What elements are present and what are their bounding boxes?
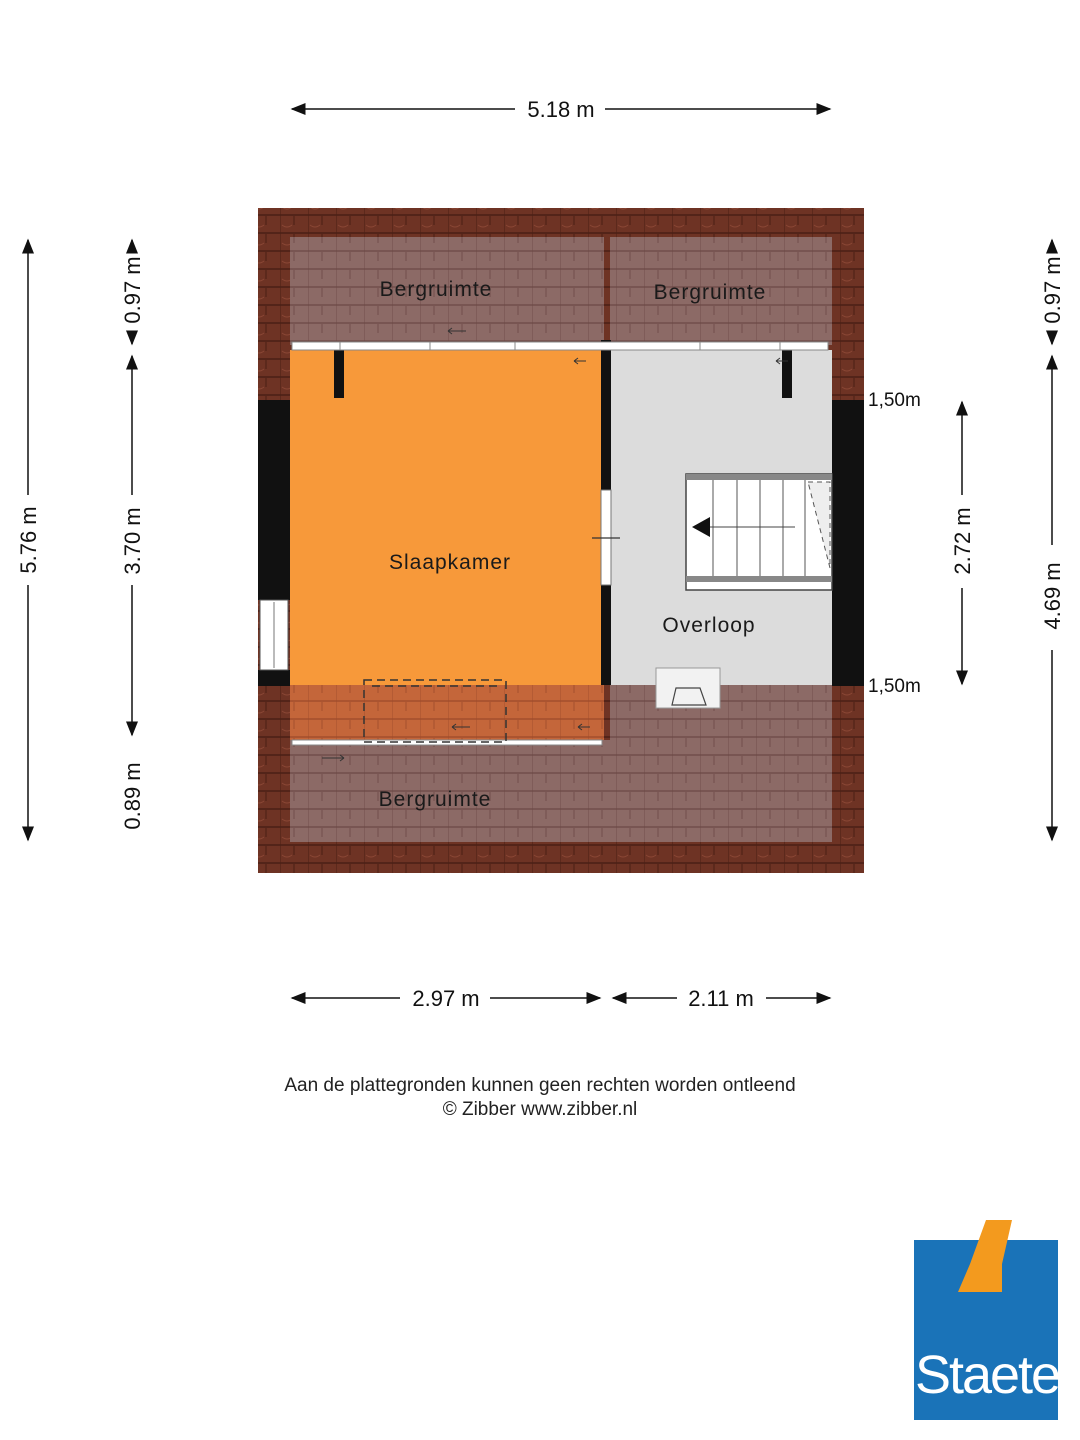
wall-post-left (334, 350, 344, 398)
room-label-landing: Overloop (662, 614, 756, 637)
room-label-bedroom: Slaapkamer (388, 551, 512, 574)
dim-left-total (16, 240, 41, 840)
skylight (656, 668, 720, 708)
dim-left-bottom-label: 0.89 m (120, 762, 145, 830)
logo-text: Staete (914, 1345, 1060, 1405)
dim-right-middle (950, 402, 975, 684)
wall-left-upper (258, 400, 290, 600)
height-top-label: 1,50m (868, 390, 921, 411)
room-label-storage-bottom: Bergruimte (378, 788, 492, 811)
dim-right-middle-label: 2.72 m (950, 507, 975, 575)
room-label-storage-top-left: Bergruimte (379, 278, 493, 301)
storage-bottom-area (290, 740, 832, 842)
dim-bottom-left (292, 986, 600, 1011)
wall-post-right (782, 350, 792, 398)
disclaimer-text: Aan de plattegronden kunnen geen rechten worden ontleend (284, 1075, 796, 1096)
wall-center-upper (601, 340, 611, 490)
dim-right-segments (1040, 240, 1065, 840)
dim-left-total-label: 5.76 m (16, 506, 41, 574)
wall-right (832, 400, 864, 686)
dim-top (292, 97, 830, 122)
bedroom-area (290, 350, 604, 686)
dim-right-top-label: 0.97 m (1040, 256, 1065, 324)
dim-left-segments (120, 240, 145, 830)
dim-top-label: 5.18 m (527, 97, 595, 122)
dim-left-middle-label: 3.70 m (120, 507, 145, 575)
dim-bottom-right-label: 2.11 m (688, 986, 754, 1011)
staircase (686, 474, 832, 590)
dim-bottom-left-label: 2.97 m (412, 986, 480, 1011)
height-bottom-label: 1,50m (868, 676, 921, 697)
dim-left-top-label: 0.97 m (120, 256, 145, 324)
knee-wall-top (292, 342, 828, 350)
wall-left-lower (258, 670, 290, 686)
storage-right-bottom-area (610, 685, 832, 745)
dim-bottom-right (613, 986, 830, 1011)
copyright-text: © Zibber www.zibber.nl (442, 1099, 638, 1120)
room-label-storage-top-right: Bergruimte (653, 281, 767, 304)
staete-logo (914, 1220, 1060, 1420)
wall-center-lower (601, 585, 611, 685)
dim-right-bottom-label: 4.69 m (1040, 562, 1065, 630)
bedroom-knee-area (290, 685, 604, 740)
